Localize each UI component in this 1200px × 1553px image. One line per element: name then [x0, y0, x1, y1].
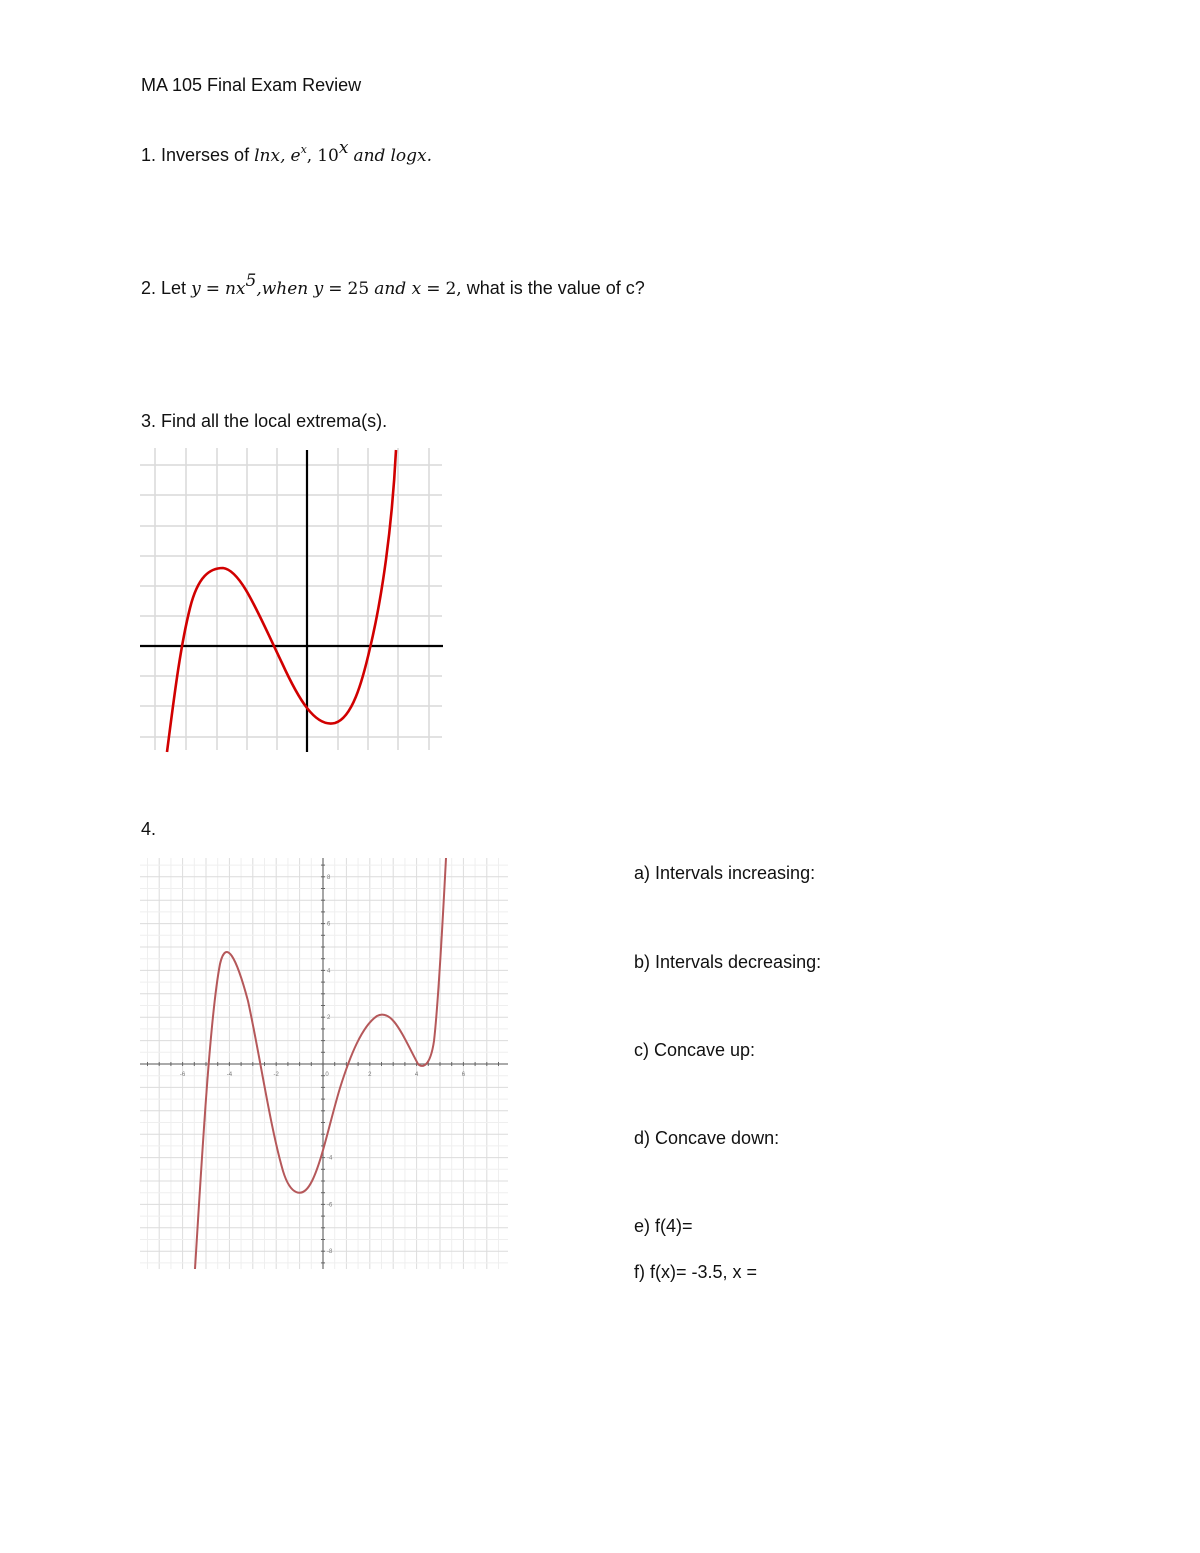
q1-and: and — [353, 146, 386, 166]
graph-2-x-tick-label: 2 — [368, 1072, 372, 1078]
graph-2-x-tick-label: -2 — [273, 1072, 279, 1078]
graph-2-x-tick-label: -6 — [179, 1072, 186, 1078]
q1-e: $e^x$ — [290, 143, 307, 166]
graph-2-y-tick-label: 4 — [327, 968, 331, 975]
question-1 — [141, 138, 432, 166]
question-1-lead: Inverses of — [161, 145, 250, 165]
q2-and: and x — [374, 279, 422, 299]
q2-nx: $nx^5$ — [224, 271, 257, 299]
graph-2-y-tick-label: 8 — [327, 874, 331, 881]
q4-part-b: b) Intervals decreasing: — [634, 952, 822, 972]
graph-1 — [140, 448, 445, 753]
q1-ln: lnx, — [254, 146, 286, 166]
q4-part-d: d) Concave down: — [634, 1128, 780, 1148]
q4-part-e: e) f(4)= — [634, 1216, 693, 1236]
graph-2-x-tick-label: -4 — [226, 1072, 233, 1078]
question-2-lead: Let — [161, 278, 187, 298]
question-4-number: 4. — [141, 819, 157, 839]
graph-2-y-tick-label: -6 — [327, 1202, 333, 1209]
graph-2-y-tick-label: 2 — [327, 1015, 331, 1022]
graph-2 — [140, 856, 510, 1271]
graph-1-grid — [140, 448, 442, 750]
q1-log: logx. — [390, 146, 432, 166]
q2-25: 25 — [347, 279, 370, 299]
graph-2-x-tick-label: 6 — [461, 1072, 466, 1078]
q2-eq3: = — [426, 279, 441, 299]
q1-ten: 10$^x$ — [317, 138, 349, 166]
graph-2-y-tick-label: 6 — [327, 921, 331, 928]
graph-2-y-tick-label: -4 — [327, 1155, 333, 1162]
page-title: MA 105 Final Exam Review — [141, 75, 362, 95]
q2-2: 2, — [445, 279, 462, 299]
q2-when: ,when y — [256, 279, 324, 299]
question-2-tail: what is the value of c? — [466, 278, 645, 298]
graph-2-y-tick-label: -8 — [327, 1249, 333, 1256]
q4-part-c: c) Concave up: — [634, 1040, 756, 1060]
question-3-text: Find all the local extrema(s). — [161, 411, 388, 431]
q2-y: y — [191, 279, 201, 299]
q2-eq1: = — [205, 279, 220, 299]
graph-2-x-tick-label: 0 — [325, 1072, 329, 1078]
question-3-number: 3. — [141, 411, 157, 431]
q4-part-f: f) f(x)= -3.5, x = — [634, 1262, 758, 1282]
question-3 — [141, 411, 387, 432]
q2-eq2: = — [328, 279, 343, 299]
q1-comma: , — [306, 146, 313, 166]
question-1-number: 1. — [141, 145, 157, 165]
q4-part-a: a) Intervals increasing: — [634, 863, 816, 883]
graph-2-x-tick-label: 4 — [414, 1072, 419, 1078]
question-2-number: 2. — [141, 278, 157, 298]
question-2 — [141, 271, 645, 299]
